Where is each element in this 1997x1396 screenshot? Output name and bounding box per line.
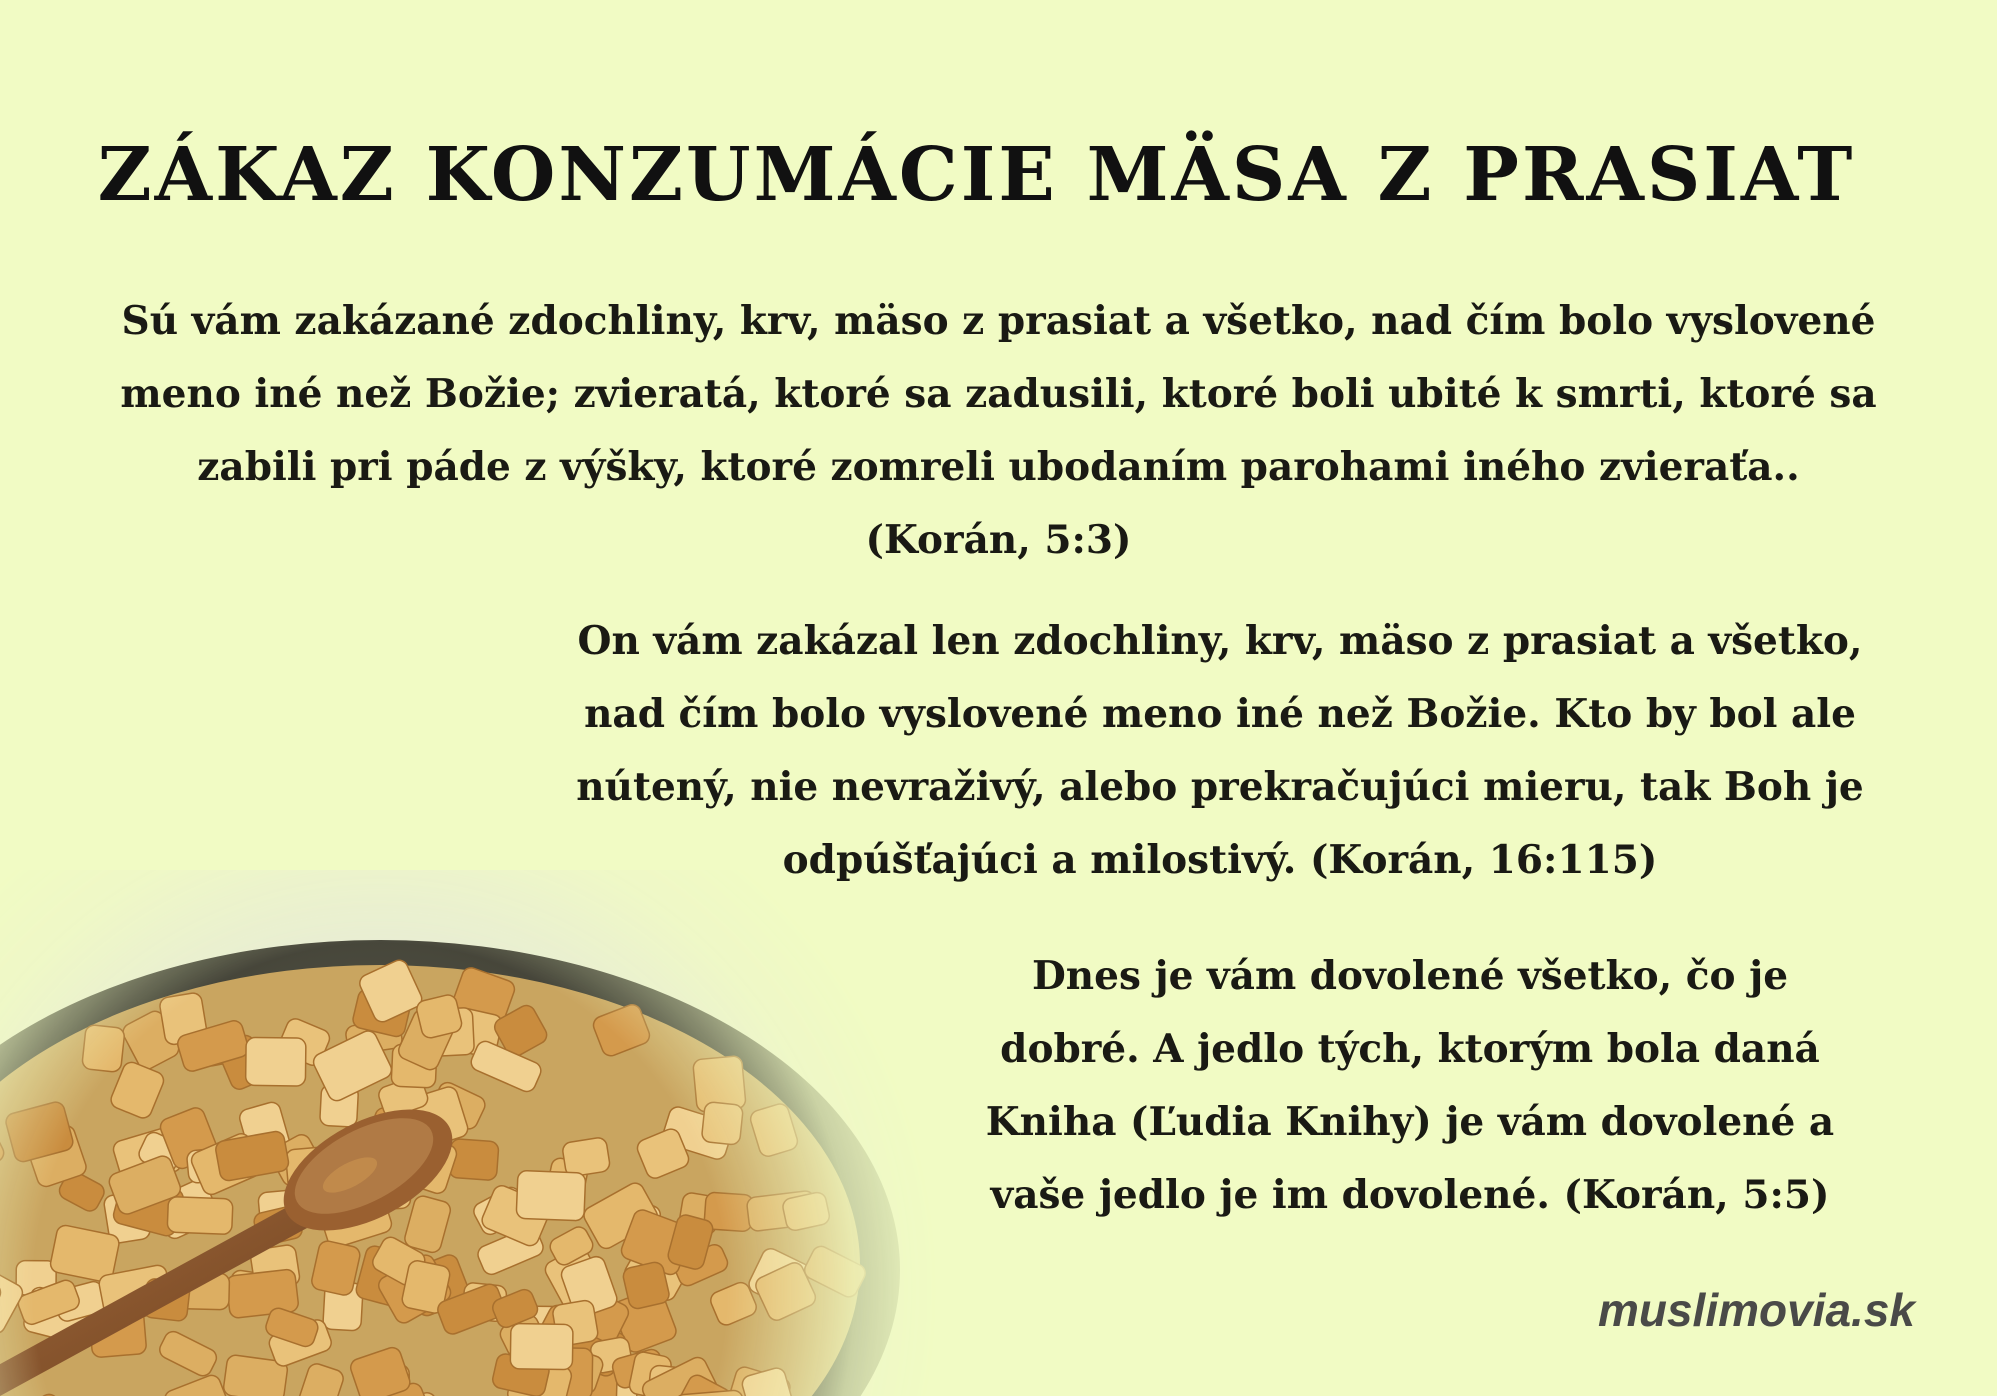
quote-2-line-2: nad čím bolo vyslovené meno iné než Božie. Kto by bol ale xyxy=(584,691,1856,737)
quote-2-line-1: On vám zakázal len zdochliny, krv, mäso z prasiat a všetko, xyxy=(577,618,1863,664)
quote-1-line-2: meno iné než Božie; zvieratá, ktoré sa zadusili, ktoré boli ubité k smrti, ktoré sa xyxy=(120,371,1877,417)
site-watermark: muslimovia.sk xyxy=(1597,1284,1915,1336)
quote-2-line-3: nútený, nie nevraživý, alebo prekračujúci mieru, tak Boh je xyxy=(576,764,1864,810)
meat-chunk xyxy=(622,1261,671,1311)
meat-chunk xyxy=(449,1139,499,1181)
meat-chunk xyxy=(562,1137,611,1178)
quote-1 xyxy=(100,285,1897,577)
quote-1-line-3: zabili pri páde z výšky, ktoré zomreli ubodaním parohami iného zvieraťa.. xyxy=(197,444,1800,490)
fried-meat-pan-photo xyxy=(0,870,940,1396)
quote-3 xyxy=(940,940,1880,1232)
quote-2-line-4: odpúšťajúci a milostivý. (Korán, 16:115) xyxy=(782,837,1658,883)
page-title: ZÁKAZ KONZUMÁCIE MÄSA Z PRASIAT xyxy=(97,132,1856,218)
quote-2 xyxy=(540,605,1900,897)
quote-3-line-2: dobré. A jedlo tých, ktorým bola daná xyxy=(1000,1026,1820,1072)
quote-3-line-4: vaše jedlo je im dovolené. (Korán, 5:5) xyxy=(990,1172,1830,1218)
quote-1-citation: (Korán, 5:3) xyxy=(865,517,1132,563)
meat-chunk xyxy=(82,1024,125,1072)
meat-chunk xyxy=(516,1170,586,1220)
quote-3-line-1: Dnes je vám dovolené všetko, čo je xyxy=(1031,953,1789,999)
meat-chunk xyxy=(701,1101,743,1145)
quote-1-line-1: Sú vám zakázané zdochliny, krv, mäso z prasiat a všetko, nad čím bolo vyslovené xyxy=(121,298,1876,344)
meat-chunk xyxy=(510,1323,573,1369)
meat-chunk xyxy=(246,1037,306,1086)
meat-chunk xyxy=(167,1196,233,1234)
quote-3-line-3: Kniha (Ľudia Knihy) je vám dovolené a xyxy=(985,1099,1835,1145)
